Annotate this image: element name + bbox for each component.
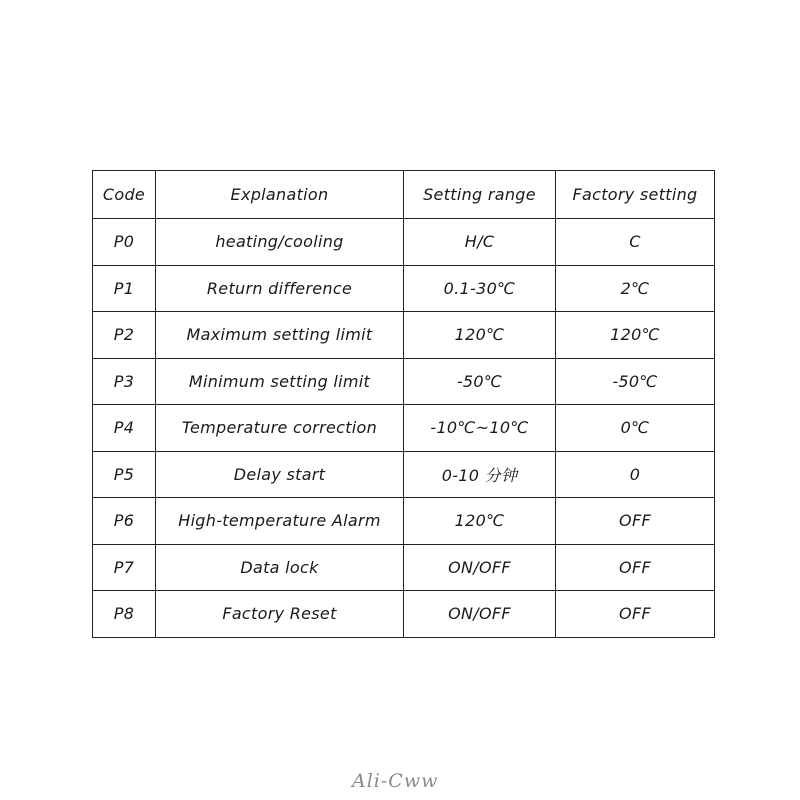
code-cell: P2 xyxy=(93,312,156,359)
explanation-cell: Delay start xyxy=(156,451,404,498)
code-cell: P4 xyxy=(93,405,156,452)
setting-range-cell: 0-10 分钟 xyxy=(404,451,556,498)
code-cell: P5 xyxy=(93,451,156,498)
explanation-cell: Return difference xyxy=(156,265,404,312)
setting-range-cell: H/C xyxy=(404,219,556,266)
header-factory-setting: Factory setting xyxy=(556,171,715,219)
setting-range-cell: ON/OFF xyxy=(404,591,556,638)
setting-range-cell: -10℃~10℃ xyxy=(404,405,556,452)
explanation-cell: heating/cooling xyxy=(156,219,404,266)
table-row xyxy=(93,405,715,452)
code-cell: P8 xyxy=(93,591,156,638)
factory-setting-cell: 2℃ xyxy=(556,265,715,312)
parameter-table xyxy=(92,170,715,638)
explanation-cell: Minimum setting limit xyxy=(156,358,404,405)
factory-setting-cell: C xyxy=(556,219,715,266)
setting-range-cell: 120℃ xyxy=(404,312,556,359)
code-cell: P7 xyxy=(93,544,156,591)
table-row xyxy=(93,265,715,312)
factory-setting-cell: 120℃ xyxy=(556,312,715,359)
factory-setting-cell: 0℃ xyxy=(556,405,715,452)
explanation-cell: Maximum setting limit xyxy=(156,312,404,359)
code-cell: P0 xyxy=(93,219,156,266)
code-cell: P1 xyxy=(93,265,156,312)
factory-setting-cell: OFF xyxy=(556,591,715,638)
table-row xyxy=(93,498,715,545)
code-cell: P6 xyxy=(93,498,156,545)
setting-range-cell: -50℃ xyxy=(404,358,556,405)
factory-setting-cell: OFF xyxy=(556,544,715,591)
setting-range-cell: 0.1-30℃ xyxy=(404,265,556,312)
setting-range-cell: 120℃ xyxy=(404,498,556,545)
explanation-cell: High-temperature Alarm xyxy=(156,498,404,545)
table-row xyxy=(93,544,715,591)
explanation-cell: Temperature correction xyxy=(156,405,404,452)
header-setting-range: Setting range xyxy=(404,171,556,219)
watermark: Ali-Cww xyxy=(352,770,439,792)
table-row xyxy=(93,591,715,638)
explanation-cell: Factory Reset xyxy=(156,591,404,638)
factory-setting-cell: OFF xyxy=(556,498,715,545)
code-cell: P3 xyxy=(93,358,156,405)
table-row xyxy=(93,219,715,266)
table-row xyxy=(93,312,715,359)
table-row xyxy=(93,451,715,498)
factory-setting-cell: 0 xyxy=(556,451,715,498)
header-explanation: Explanation xyxy=(156,171,404,219)
table-row xyxy=(93,358,715,405)
header-code: Code xyxy=(93,171,156,219)
explanation-cell: Data lock xyxy=(156,544,404,591)
factory-setting-cell: -50℃ xyxy=(556,358,715,405)
setting-range-cell: ON/OFF xyxy=(404,544,556,591)
table-header-row xyxy=(93,171,715,219)
